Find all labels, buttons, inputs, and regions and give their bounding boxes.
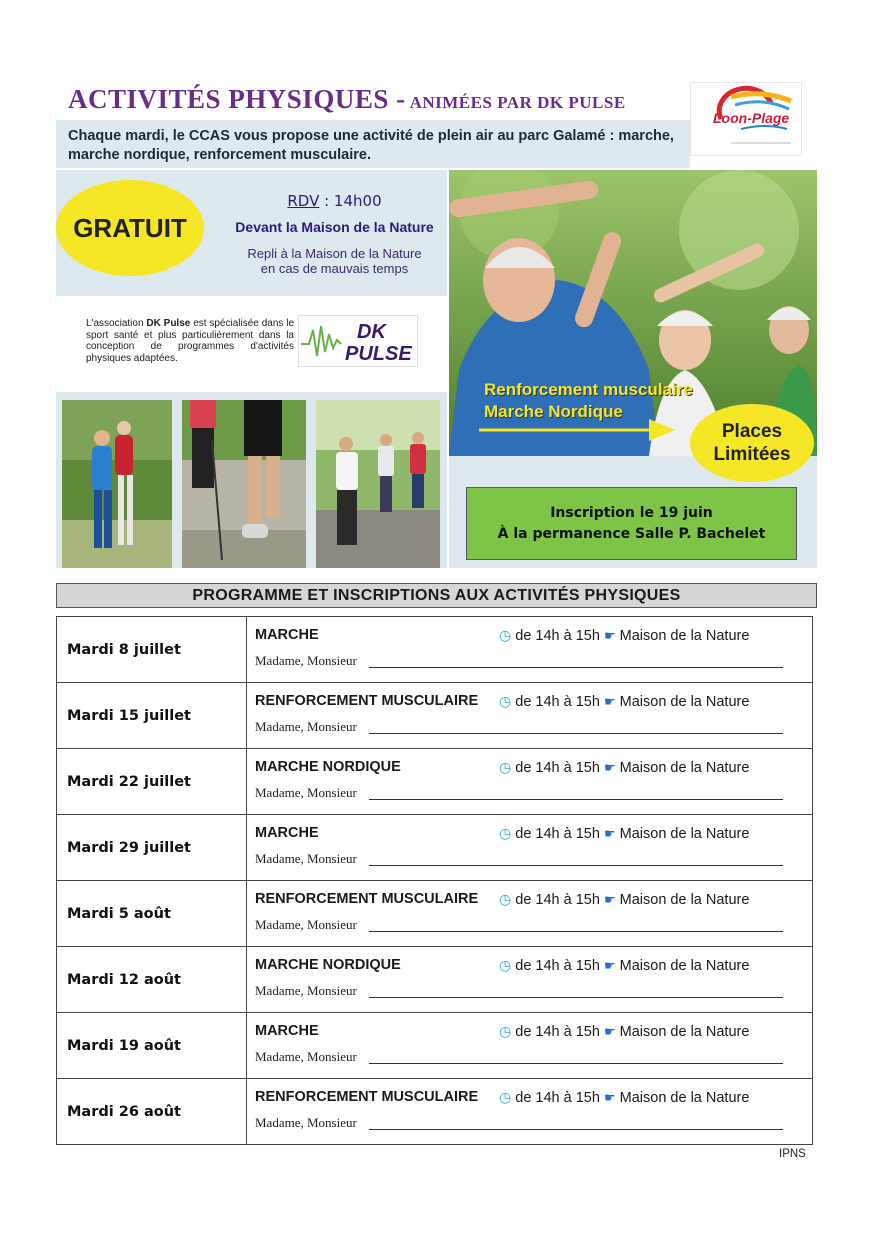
pointing-hand-icon: ☛	[603, 628, 616, 643]
repli-line-1: Repli à la Maison de la Nature	[247, 246, 422, 261]
signup-field-line[interactable]	[369, 865, 783, 866]
rdv-repli	[222, 246, 447, 276]
loon-plage-logo	[690, 82, 802, 156]
photo-nordic-legs	[182, 400, 306, 568]
page-title	[68, 84, 626, 115]
pointing-hand-icon: ☛	[603, 958, 616, 973]
place-text: Maison de la Nature	[619, 826, 750, 842]
place-text: Maison de la Nature	[619, 1024, 750, 1040]
activity-time	[499, 1023, 749, 1040]
clock-icon: ◷	[499, 891, 512, 907]
clock-icon: ◷	[499, 627, 512, 643]
table-row	[57, 815, 813, 881]
signup-field-line[interactable]	[369, 733, 783, 734]
row-date: Mardi 22 juillet	[57, 749, 247, 815]
row-activity-cell	[247, 881, 813, 947]
time-text: de 14h à 15h	[515, 694, 600, 710]
signup-field-line[interactable]	[369, 997, 783, 998]
time-text: de 14h à 15h	[515, 1024, 600, 1040]
signup-label: Madame, Monsieur	[255, 719, 357, 734]
place-text: Maison de la Nature	[619, 892, 750, 908]
row-activity-cell	[247, 683, 813, 749]
activity-time	[499, 825, 749, 842]
activity-time	[499, 957, 749, 974]
activity-name: MARCHE	[255, 627, 319, 643]
signup-field-line[interactable]	[369, 1129, 783, 1130]
dk-logo-line-1: DK	[357, 321, 386, 343]
table-row	[57, 1013, 813, 1079]
inscription-line-1: Inscription le 19 juin	[550, 504, 713, 521]
logo-text: Loon-Plage	[713, 110, 790, 126]
pointing-hand-icon: ☛	[603, 694, 616, 709]
pointing-hand-icon: ☛	[603, 1090, 616, 1105]
table-row	[57, 881, 813, 947]
rdv-time	[222, 192, 447, 210]
rdv-time-value: : 14h00	[319, 192, 382, 210]
rdv-label: RDV	[287, 192, 320, 210]
signup-field-line[interactable]	[369, 931, 783, 932]
table-row	[57, 947, 813, 1013]
ipns-label: IPNS	[779, 1148, 806, 1160]
signup-label: Madame, Monsieur	[255, 785, 357, 800]
signup-label: Madame, Monsieur	[255, 1049, 357, 1064]
time-text: de 14h à 15h	[515, 1090, 600, 1106]
places-limitees-badge	[690, 404, 814, 482]
hero-caption-renforcement: Renforcement musculaire	[484, 380, 693, 399]
activity-name: MARCHE NORDIQUE	[255, 957, 401, 973]
signup-label: Madame, Monsieur	[255, 653, 357, 668]
signup-label: Madame, Monsieur	[255, 917, 357, 932]
activity-time	[499, 759, 749, 776]
time-text: de 14h à 15h	[515, 826, 600, 842]
place-text: Maison de la Nature	[619, 958, 750, 974]
association-text	[86, 318, 294, 364]
signup-field-line[interactable]	[369, 799, 783, 800]
dk-pulse-logo	[298, 315, 418, 367]
signup-label: Madame, Monsieur	[255, 983, 357, 998]
row-activity-cell	[247, 815, 813, 881]
programme-title: PROGRAMME ET INSCRIPTIONS AUX ACTIVITÉS PHYSIQUES	[56, 583, 817, 608]
hero-caption-marche: Marche Nordique	[484, 402, 623, 421]
time-text: de 14h à 15h	[515, 958, 600, 974]
pointing-hand-icon: ☛	[603, 760, 616, 775]
signup-label: Madame, Monsieur	[255, 851, 357, 866]
activity-name: MARCHE NORDIQUE	[255, 759, 401, 775]
signup-field-line[interactable]	[369, 667, 783, 668]
programme-table	[56, 616, 813, 1145]
places-line-2: Limitées	[713, 444, 791, 465]
activity-name: MARCHE	[255, 1023, 319, 1039]
clock-icon: ◷	[499, 957, 512, 973]
activity-time	[499, 1089, 749, 1106]
activity-time	[499, 627, 749, 644]
activity-name: RENFORCEMENT MUSCULAIRE	[255, 1089, 479, 1105]
activity-time	[499, 891, 749, 908]
row-activity-cell	[247, 1013, 813, 1079]
row-date: Mardi 26 août	[57, 1079, 247, 1145]
pointing-hand-icon: ☛	[603, 826, 616, 841]
clock-icon: ◷	[499, 825, 512, 841]
dk-logo-line-2: PULSE	[345, 343, 412, 365]
table-row	[57, 749, 813, 815]
row-date: Mardi 12 août	[57, 947, 247, 1013]
row-activity-cell	[247, 749, 813, 815]
assoc-post: est spécialisée dans le sport santé et plus particulièrement dans la conception de programmes d'activités physiques adaptées.	[86, 318, 295, 364]
place-text: Maison de la Nature	[619, 694, 750, 710]
clock-icon: ◷	[499, 1089, 512, 1105]
time-text: de 14h à 15h	[515, 892, 600, 908]
table-row	[57, 683, 813, 749]
clock-icon: ◷	[499, 759, 512, 775]
place-text: Maison de la Nature	[619, 1090, 750, 1106]
activity-time	[499, 693, 749, 710]
places-line-1: Places	[721, 421, 783, 442]
row-date: Mardi 8 juillet	[57, 617, 247, 683]
repli-line-2: en cas de mauvais temps	[260, 261, 409, 276]
place-text: Maison de la Nature	[619, 760, 750, 776]
row-activity-cell	[247, 1079, 813, 1145]
clock-icon: ◷	[499, 693, 512, 709]
assoc-pre: L'association	[86, 318, 147, 329]
row-activity-cell	[247, 947, 813, 1013]
clock-icon: ◷	[499, 1023, 512, 1039]
table-row	[57, 617, 813, 683]
place-text: Maison de la Nature	[619, 628, 750, 644]
activity-name: RENFORCEMENT MUSCULAIRE	[255, 693, 479, 709]
photo-couple-walking	[62, 400, 172, 568]
pointing-hand-icon: ☛	[603, 1024, 616, 1039]
time-text: de 14h à 15h	[515, 760, 600, 776]
row-date: Mardi 19 août	[57, 1013, 247, 1079]
row-activity-cell	[247, 617, 813, 683]
signup-label: Madame, Monsieur	[255, 1115, 357, 1130]
row-date: Mardi 29 juillet	[57, 815, 247, 881]
row-date: Mardi 5 août	[57, 881, 247, 947]
intro-text: Chaque mardi, le CCAS vous propose une activité de plein air au parc Galamé : marche, marche nordique, renforcement musculaire.	[56, 120, 690, 168]
title-sub: ANIMÉES PAR DK PULSE	[409, 93, 626, 112]
activity-name: MARCHE	[255, 825, 319, 841]
assoc-name: DK Pulse	[146, 318, 191, 329]
gratuit-badge: GRATUIT	[56, 180, 204, 276]
row-date: Mardi 15 juillet	[57, 683, 247, 749]
inscription-line-2: À la permanence Salle P. Bachelet	[497, 525, 766, 542]
pointing-hand-icon: ☛	[603, 892, 616, 907]
activity-name: RENFORCEMENT MUSCULAIRE	[255, 891, 479, 907]
signup-field-line[interactable]	[369, 1063, 783, 1064]
photo-group-nordic	[316, 400, 440, 568]
inscription-box	[466, 487, 797, 560]
rdv-place: Devant la Maison de la Nature	[235, 219, 434, 235]
title-main: ACTIVITÉS PHYSIQUES -	[68, 84, 406, 114]
time-text: de 14h à 15h	[515, 628, 600, 644]
table-row	[57, 1079, 813, 1145]
